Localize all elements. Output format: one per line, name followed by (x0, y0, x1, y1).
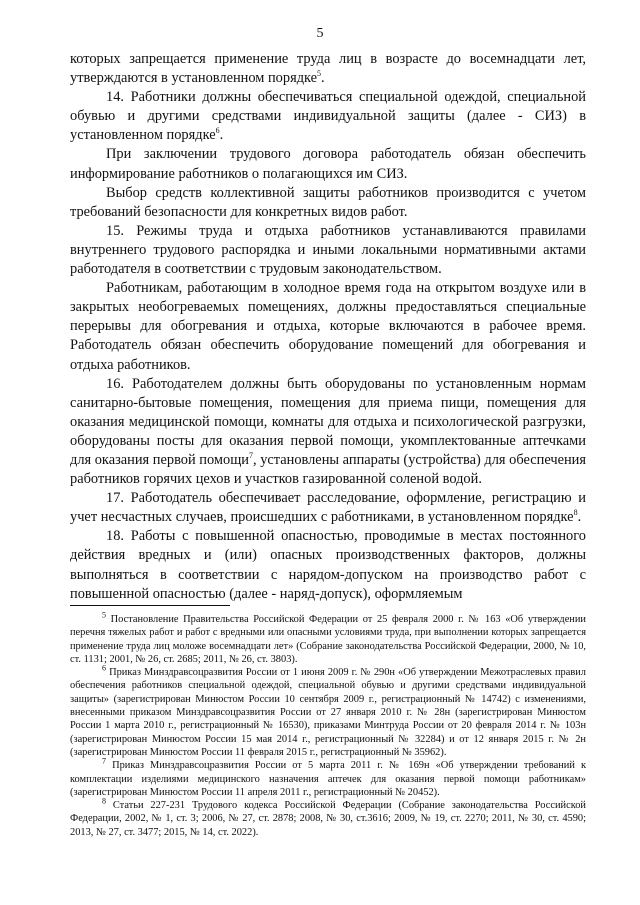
footnote-ref-5: 5 (317, 69, 322, 79)
footnote-ref-7: 7 (248, 451, 253, 461)
paragraph-14: 14. Работники должны обеспечиваться специальной одеждой, специальной обувью и другими средствами индивидуальной защиты (далее - СИЗ) в установленном порядке$^6$. (70, 89, 586, 144)
footnote-mark: 6 (102, 663, 106, 673)
paragraph-siz-info: При заключении трудового договора работодатель обязан обеспечить информирование работников о полагающихся им СИЗ. (70, 146, 586, 182)
paragraph-16: 16. Работодателем должны быть оборудованы по установленным нормам санитарно-бытовые помещения, помещения для приема пищи, помещения для оказания медицинской помощи, комнаты для отдыха и психологической разгрузки, оборудованы посты для оказания первой помощи, укомплектованные аптечками для оказания первой помощи$^7$, установлены аппараты (устройства) для обеспечения работников горячих цехов и участков газированной соленой водой. (70, 375, 586, 488)
footnote-mark: 7 (102, 756, 106, 766)
paragraph-collective-protection: Выбор средств коллективной защиты работников производится с учетом требований безопасности для конкретных видов работ. (70, 184, 586, 220)
footnote-6: $^6$ Приказ Минздравсоцразвития России от 1 июня 2009 г. № 290н «Об утверждении Межотраслевых правил обеспечения работников специальной одеждой, специальной обувью и другими средствами индивидуальной защиты» (зарегистрирован Минюстом России 10 сентября 2009 г., регистрационный № 14742) с изменениями, внесенными приказом Минздравсоцразвития России от 27 января 2010 г. № 28н (зарегистрирован Минюстом России 1 марта 2010 г., регистрационный № 16530), приказами Минтруда России от 20 февраля 2014 г. № 103н (зарегистрирован Минюстом России 15 мая 2014 г., регистрационный № 32284) и от 12 января 2015 г. № 2н (зарегистрирован Минюстом России 11 февраля 2015 г., регистрационный № 35962). (70, 663, 586, 758)
page-number: 5 (316, 26, 324, 41)
paragraph-17: 17. Работодатель обеспечивает расследование, оформление, регистрацию и учет несчастных случаев, происшедших с работниками, в установленном порядке$^8$. (70, 490, 586, 526)
paragraph-cold-season: Работникам, работающим в холодное время года на открытом воздухе или в закрытых необогреваемых помещениях, должны предоставляться специальные перерывы для обогревания и отдыха, которые включаются в рабочее время. Работодатель обязан обеспечить оборудование помещений для обогревания и отдыха работников. (70, 280, 586, 373)
footnote-ref-6: 6 (215, 126, 220, 136)
footnote-8: $^8$ Статьи 227-231 Трудового кодекса Российской Федерации (Собрание законодательства Российской Федерации, 2002, № 1, ст. 3; 2006, № 27, ст. 2878; 2008, № 30, ст.3616; 2009, № 19, ст. 2270; 2011, № 30, ст. 4590; 2013, № 27, ст. 3477; 2015, № 14, ст. 2022). (70, 796, 586, 838)
paragraph-15: 15. Режимы труда и отдыха работников устанавливаются правилами внутреннего трудового распорядка и иными локальными нормативными актами работодателя в соответствии с трудовым законодательством. (70, 222, 586, 278)
footnotes (70, 610, 587, 839)
paragraph-18: 18. Работы с повышенной опасностью, проводимые в местах постоянного действия вредных и (или) опасных производственных факторов, должны выполняться в соответствии с нарядом-допуском на производство работ с повышенной опасностью (далее - наряд-допуск), оформляемым (70, 528, 586, 602)
paragraph-continuation: которых запрещается применение труда лиц в возрасте до восемнадцати лет, утверждаются в установленном порядке$^5$. (70, 51, 586, 87)
footnote-divider (70, 605, 230, 606)
footnote-ref-8: 8 (573, 508, 578, 518)
footnote-5: $^5$ Постановление Правительства Российской Федерации от 25 февраля 2000 г. № 163 «Об утверждении перечня тяжелых работ и работ с вредными или опасными условиями труда, при выполнении которых запрещается применение труда лиц моложе восемнадцати лет» (Собрание законодательства Российской Федерации, 2000, № 10, ст. 1131; 2001, № 26, ст. 2685; 2011, № 26, ст. 3803). (70, 610, 586, 665)
footnote-mark: 8 (102, 796, 106, 806)
footnote-7: $^7$ Приказ Минздравсоцразвития России от 5 марта 2011 г. № 169н «Об утверждении требований к комплектации изделиями медицинского назначения аптечек для оказания первой помощи работникам» (зарегистрирован Минюстом России 11 апреля 2011 г., регистрационный № 20452). (70, 756, 587, 798)
footnote-mark: 5 (102, 610, 106, 620)
body-text (70, 50, 586, 604)
